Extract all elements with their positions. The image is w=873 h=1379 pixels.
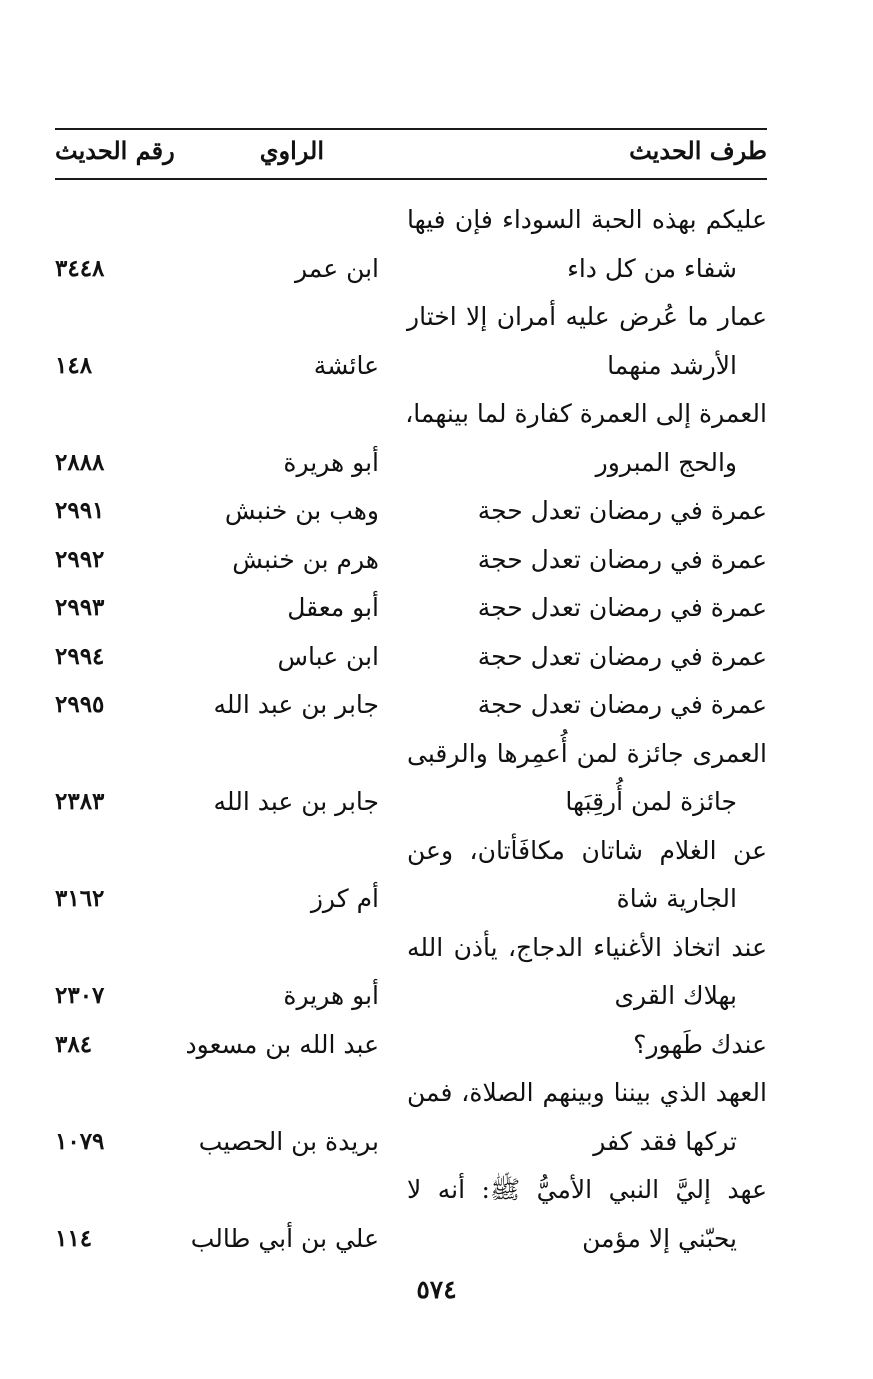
hadith-excerpt: والحج المبرور bbox=[595, 447, 737, 477]
table-row bbox=[55, 1166, 767, 1215]
hadith-number: ٣١٦٢ bbox=[55, 885, 105, 912]
narrator: ابن عباس bbox=[277, 641, 379, 671]
hadith-number: ٢٩٩١ bbox=[55, 497, 105, 524]
hadith-number: ١٤٨ bbox=[55, 351, 93, 379]
table-header bbox=[55, 134, 767, 174]
table-row bbox=[55, 536, 767, 585]
header-hadith-excerpt: طرف الحديث bbox=[629, 136, 767, 165]
table-row bbox=[55, 390, 767, 439]
hadith-number: ٢٩٩٤ bbox=[55, 642, 105, 670]
hadith-excerpt: يحبّني إلا مؤمن bbox=[582, 1223, 737, 1253]
table-row bbox=[55, 1069, 767, 1118]
hadith-number: ١٠٧٩ bbox=[55, 1127, 105, 1155]
hadith-excerpt: شفاء من كل داء bbox=[567, 253, 737, 283]
hadith-number: ٢٩٩٢ bbox=[55, 545, 105, 573]
hadith-excerpt: العمرة إلى العمرة كفارة لما بينهما، bbox=[405, 399, 767, 428]
hadith-number: ٣٨٤ bbox=[55, 1030, 93, 1058]
header-bottom-rule bbox=[55, 178, 767, 180]
hadith-excerpt: الجارية شاة bbox=[616, 884, 737, 913]
hadith-excerpt: عهد إليَّ النبي الأميُّ ﷺ: أنه لا bbox=[407, 1175, 767, 1204]
hadith-index-table bbox=[55, 196, 767, 1263]
narrator: أم كرز bbox=[310, 884, 379, 913]
hadith-excerpt: جائزة لمن أُرقِبَها bbox=[565, 787, 737, 816]
hadith-excerpt: عمرة في رمضان تعدل حجة bbox=[477, 641, 767, 671]
hadith-number: ١١٤ bbox=[55, 1224, 93, 1252]
hadith-excerpt: عمرة في رمضان تعدل حجة bbox=[477, 690, 767, 719]
table-row bbox=[55, 196, 767, 245]
hadith-excerpt: عليكم بهذه الحبة السوداء فإن فيها bbox=[407, 205, 767, 234]
hadith-number: ٢٩٩٥ bbox=[55, 691, 105, 718]
table-row bbox=[55, 972, 767, 1021]
hadith-excerpt: عمار ما عُرض عليه أمران إلا اختار bbox=[407, 302, 767, 331]
hadith-excerpt: تركها فقد كفر bbox=[593, 1126, 737, 1156]
narrator: علي بن أبي طالب bbox=[190, 1223, 379, 1253]
narrator: أبو هريرة bbox=[283, 447, 379, 477]
hadith-excerpt: عن الغلام شاتان مكافَأتان، وعن bbox=[407, 835, 767, 865]
hadith-number: ٢٣٨٣ bbox=[55, 788, 105, 815]
header-top-rule bbox=[55, 128, 767, 130]
narrator: أبو هريرة bbox=[283, 981, 379, 1010]
hadith-excerpt: عمرة في رمضان تعدل حجة bbox=[477, 544, 767, 574]
hadith-number: ٢٣٠٧ bbox=[55, 982, 105, 1009]
table-row bbox=[55, 778, 767, 827]
narrator: ابن عمر bbox=[294, 253, 379, 283]
narrator: هرم بن خنبش bbox=[232, 544, 379, 574]
table-row bbox=[55, 730, 767, 779]
narrator: عبد الله بن مسعود bbox=[185, 1029, 379, 1059]
narrator: بريدة بن الحصيب bbox=[198, 1126, 379, 1156]
table-row bbox=[55, 342, 767, 391]
narrator: عائشة bbox=[313, 350, 379, 380]
hadith-excerpt: عمرة في رمضان تعدل حجة bbox=[477, 496, 767, 525]
hadith-excerpt: العهد الذي بيننا وبينهم الصلاة، فمن bbox=[407, 1078, 767, 1107]
hadith-excerpt: بهلاك القرى bbox=[614, 981, 737, 1010]
header-hadith-number: رقم الحديث bbox=[55, 136, 175, 165]
page-number: ٥٧٤ bbox=[416, 1275, 457, 1304]
table-row bbox=[55, 293, 767, 342]
table-row bbox=[55, 681, 767, 730]
hadith-excerpt: الأرشد منهما bbox=[607, 350, 737, 380]
table-row bbox=[55, 584, 767, 633]
hadith-number: ٢٩٩٣ bbox=[55, 594, 105, 621]
table-row bbox=[55, 924, 767, 973]
narrator: جابر بن عبد الله bbox=[213, 690, 379, 719]
hadith-number: ٣٤٤٨ bbox=[55, 254, 105, 282]
table-row bbox=[55, 245, 767, 294]
table-row bbox=[55, 827, 767, 876]
hadith-excerpt: عندك طَهور؟ bbox=[633, 1029, 767, 1059]
hadith-excerpt: عند اتخاذ الأغنياء الدجاج، يأذن الله bbox=[407, 932, 767, 962]
header-narrator: الراوي bbox=[259, 136, 324, 165]
narrator: جابر بن عبد الله bbox=[213, 787, 379, 816]
narrator: أبو معقل bbox=[287, 593, 379, 622]
table-row bbox=[55, 1021, 767, 1070]
hadith-excerpt: العمرى جائزة لمن أُعمِرها والرقبى bbox=[407, 738, 767, 768]
hadith-excerpt: عمرة في رمضان تعدل حجة bbox=[477, 593, 767, 622]
narrator: وهب بن خنبش bbox=[224, 496, 379, 525]
hadith-number: ٢٨٨٨ bbox=[55, 448, 105, 476]
table-row bbox=[55, 633, 767, 682]
table-row bbox=[55, 875, 767, 924]
table-row bbox=[55, 439, 767, 488]
table-row bbox=[55, 487, 767, 536]
table-row bbox=[55, 1118, 767, 1167]
table-row bbox=[55, 1215, 767, 1264]
